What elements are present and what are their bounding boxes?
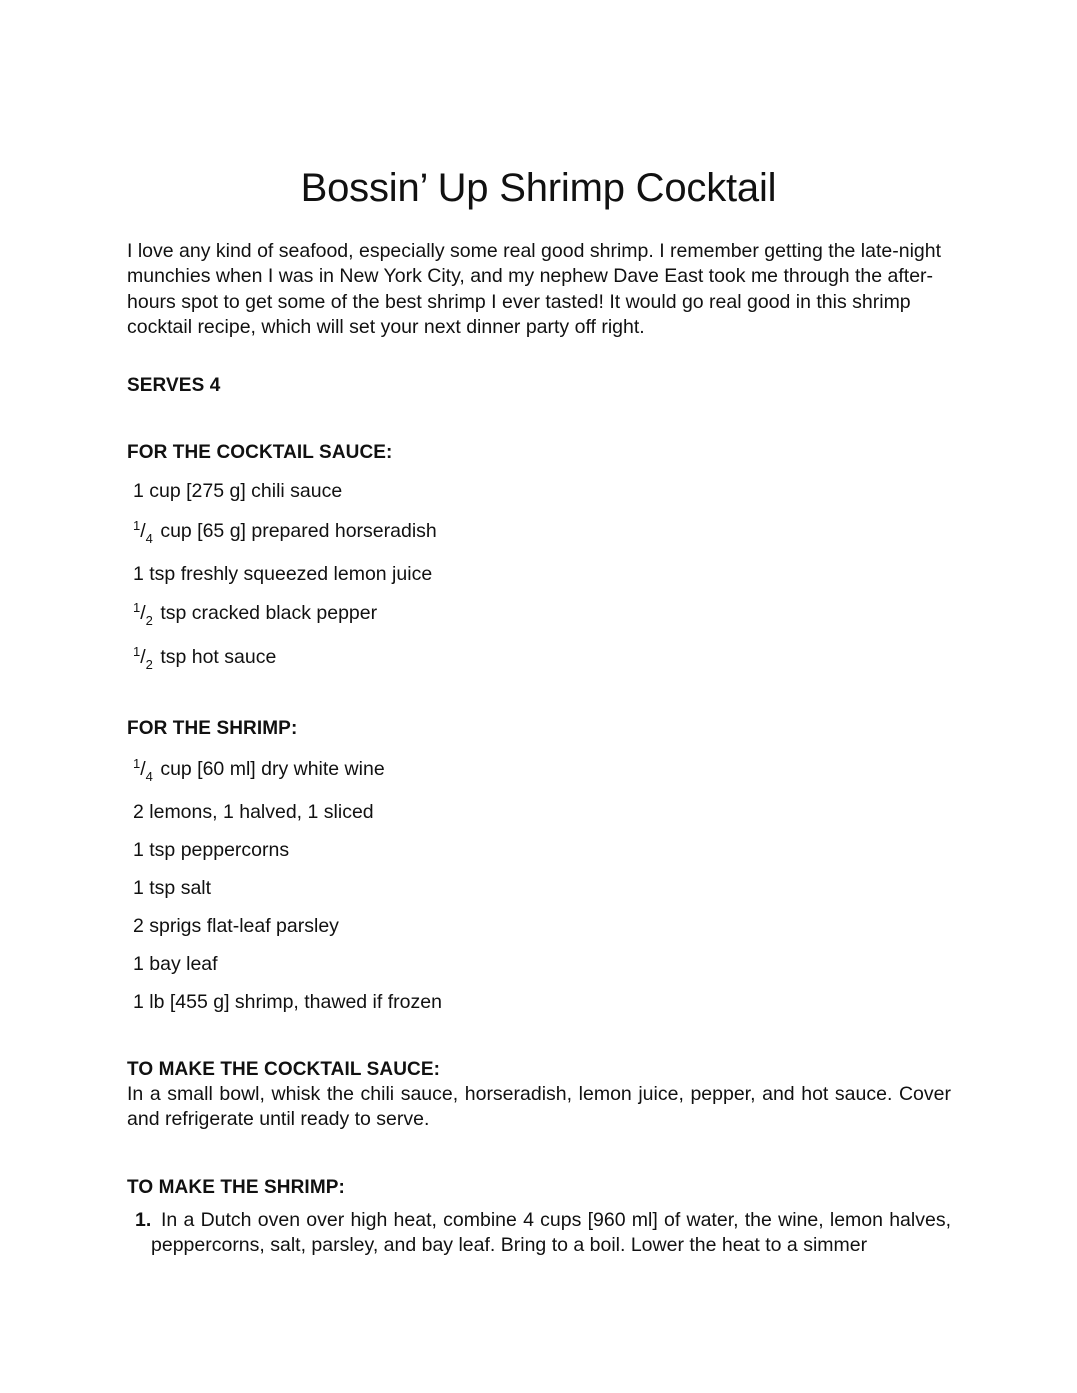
- ingredient-fraction: $^1/_4$: [133, 756, 153, 784]
- ingredient-text: 1 bay leaf: [133, 953, 218, 975]
- fraction-denominator: 4: [145, 531, 153, 546]
- ingredient-text: 2 sprigs flat-leaf parsley: [133, 915, 339, 937]
- ingredient-item: [133, 518, 437, 546]
- ingredient-text: cup [60 ml] dry white wine: [160, 758, 385, 780]
- sauce-ingredients-heading: FOR THE COCKTAIL SAUCE:: [127, 442, 393, 463]
- fraction-numerator: 1: [133, 518, 141, 533]
- fraction-numerator: 1: [133, 756, 141, 771]
- ingredient-text: 1 tsp salt: [133, 877, 212, 899]
- ingredient-item: [133, 953, 218, 976]
- ingredient-text: 1 lb [455 g] shrimp, thawed if frozen: [133, 991, 442, 1013]
- make-shrimp-heading: TO MAKE THE SHRIMP:: [127, 1177, 345, 1198]
- ingredient-text: 1 cup [275 g] chili sauce: [133, 480, 343, 502]
- fraction-denominator: 4: [145, 769, 153, 784]
- ingredient-fraction: $^1/_2$: [133, 644, 153, 672]
- shrimp-ingredients-heading: FOR THE SHRIMP:: [127, 718, 298, 739]
- make-sauce-heading: TO MAKE THE COCKTAIL SAUCE:: [127, 1059, 441, 1080]
- ingredient-item: [133, 991, 442, 1014]
- ingredient-text: tsp cracked black pepper: [160, 602, 378, 624]
- ingredient-item: [133, 563, 432, 586]
- ingredient-text: 2 lemons, 1 halved, 1 sliced: [133, 801, 374, 823]
- fraction-numerator: 1: [133, 600, 141, 615]
- step-text: In a Dutch oven over high heat, combine 4 cups [960 ml] of water, the wine, lemon halves, peppercorns, salt, parsley, and bay leaf. Bring to a boil. Lower the heat to a simmer: [151, 1209, 951, 1257]
- ingredient-item: [133, 801, 374, 824]
- make-sauce-instructions: In a small bowl, whisk the chili sauce, horseradish, lemon juice, pepper, and hot sauce. Cover and refrigerate until ready to serve.: [127, 1083, 951, 1131]
- instruction-step: [127, 1208, 951, 1259]
- fraction-numerator: 1: [133, 644, 141, 659]
- serves-heading: SERVES 4: [127, 375, 221, 396]
- fraction-denominator: 2: [145, 657, 153, 672]
- ingredient-fraction: $^1/_2$: [133, 600, 153, 628]
- ingredient-text: tsp hot sauce: [160, 646, 277, 668]
- recipe-title: Bossin’ Up Shrimp Cocktail: [300, 166, 777, 210]
- step-number: 1.: [135, 1209, 152, 1231]
- ingredient-text: 1 tsp peppercorns: [133, 839, 290, 861]
- ingredient-fraction: $^1/_4$: [133, 518, 153, 546]
- ingredient-item: [133, 600, 378, 628]
- ingredient-item: [133, 756, 385, 784]
- ingredient-item: [133, 480, 342, 503]
- fraction-denominator: 2: [145, 613, 153, 628]
- ingredient-item: [133, 644, 277, 672]
- ingredient-item: [133, 915, 339, 938]
- recipe-intro: I love any kind of seafood, especially some real good shrimp. I remember getting the late-night munchies when I was in New York City, and my nephew Dave East took me through the after-hours spot to get some of the best shrimp I ever tasted! It would go real good in this shrimp cocktail recipe, which will set your next dinner party off right.: [127, 240, 942, 338]
- ingredient-item: [133, 839, 289, 862]
- ingredient-item: [133, 877, 211, 900]
- ingredient-text: cup [65 g] prepared horseradish: [160, 520, 437, 542]
- ingredient-text: 1 tsp freshly squeezed lemon juice: [133, 563, 433, 585]
